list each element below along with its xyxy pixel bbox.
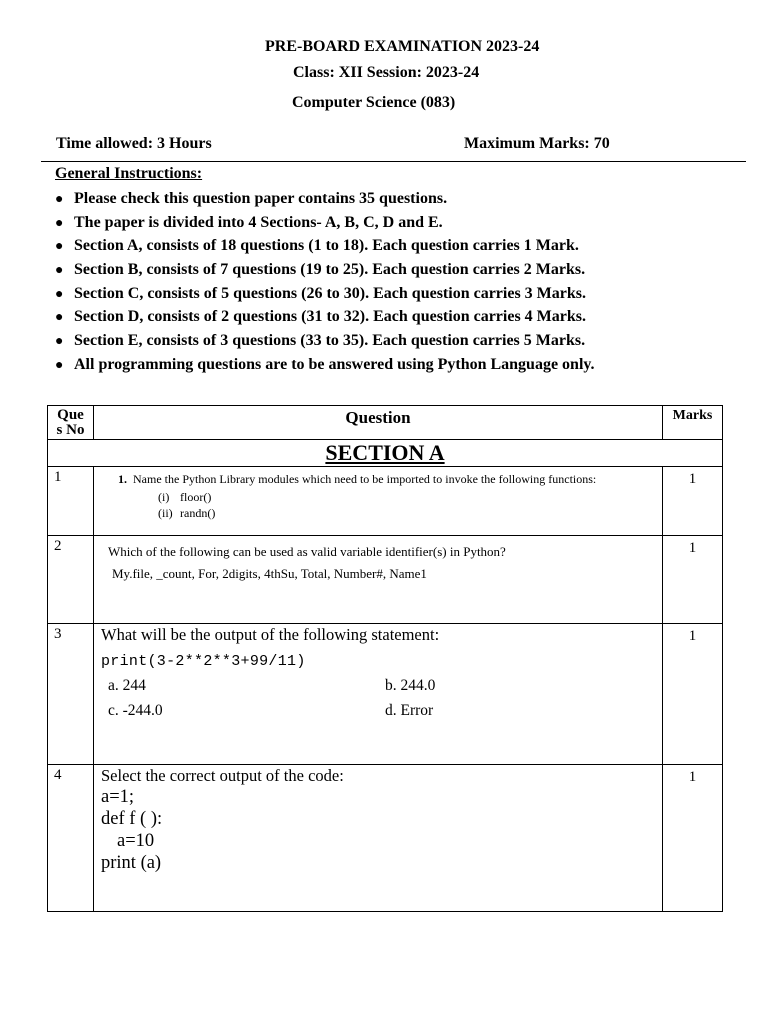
question-marks: 1 [663,536,723,624]
question-text: Select the correct output of the code: a=1; def f ( ): a=10 print (a) [94,765,663,912]
option-d: d. Error [385,702,434,719]
table-row [48,467,723,536]
question-number: 2 [48,536,94,624]
question-text: What will be the output of the following statement: print(3-2**2**3+99/11) a. 244 b. 244.0 c. -244.0 d. Error [94,624,663,765]
instruction-item: ● Section E, consists of 3 questions (33 to 35). Each question carries 5 Marks. [55,329,595,353]
code-line: def f ( ): [101,809,163,829]
exam-title: PRE-BOARD EXAMINATION 2023-24 [265,38,540,55]
instruction-item: ● The paper is divided into 4 Sections- A, B, C, D and E. [55,211,595,235]
section-row [48,440,723,467]
bullet-icon: ● [55,286,64,302]
instruction-item: ● Please check this question paper contains 35 questions. [55,187,595,211]
code-line: a=10 [117,831,155,851]
question-marks: 1 [663,467,723,536]
subject-title: Computer Science (083) [292,94,456,111]
column-header-qno: Que s No [48,406,94,440]
question-marks: 1 [663,624,723,765]
instructions-list [55,187,595,377]
bullet-icon: ● [55,215,64,231]
question-options: My.file, _count, For, 2digits, 4thSu, Total, Number#, Name1 [112,566,427,581]
bullet-icon: ● [55,310,64,326]
instructions-title: General Instructions: [55,165,203,182]
time-allowed: Time allowed: 3 Hours [56,135,212,152]
instruction-item: ● Section C, consists of 5 questions (26 to 30). Each question carries 3 Marks. [55,282,595,306]
question-text: Which of the following can be used as valid variable identifier(s) in Python? My.file, _count, For, 2digits, 4thSu, Total, Number#, Name1 [94,536,663,624]
column-header-question: Question [94,406,663,440]
column-header-marks: Marks [663,406,723,440]
bullet-icon: ● [55,334,64,350]
table-row [48,765,723,912]
question-marks: 1 [663,765,723,912]
instruction-item: ● Section D, consists of 2 questions (31 to 32). Each question carries 4 Marks. [55,305,595,329]
question-number: 1 [48,467,94,536]
instruction-item: ● Section A, consists of 18 questions (1 to 18). Each question carries 1 Mark. [55,234,595,258]
max-marks: Maximum Marks: 70 [464,135,610,152]
question-table [47,405,723,912]
code-line: a=1; [101,787,135,807]
option-c: c. -244.0 [108,702,163,719]
option-a: a. 244 [108,677,146,694]
question-text: 1. Name the Python Library modules which need to be imported to invoke the following functions: (i) floor() (ii) randn() [94,467,663,536]
table-header-row [48,406,723,440]
header-divider [41,161,746,162]
instruction-item: ● All programming questions are to be answered using Python Language only. [55,353,595,377]
bullet-icon: ● [55,192,64,207]
question-number: 3 [48,624,94,765]
table-row [48,624,723,765]
code-line: print (a) [101,853,162,873]
section-title: SECTION A [48,440,723,467]
bullet-icon: ● [55,263,64,279]
option-b: b. 244.0 [385,677,436,694]
bullet-icon: ● [55,357,64,373]
bullet-icon: ● [55,239,64,255]
instruction-item: ● Section B, consists of 7 questions (19 to 25). Each question carries 2 Marks. [55,258,595,282]
question-number: 4 [48,765,94,912]
table-row [48,536,723,624]
code-snippet: print(3-2**2**3+99/11) [101,653,306,670]
class-session: Class: XII Session: 2023-24 [293,64,480,81]
